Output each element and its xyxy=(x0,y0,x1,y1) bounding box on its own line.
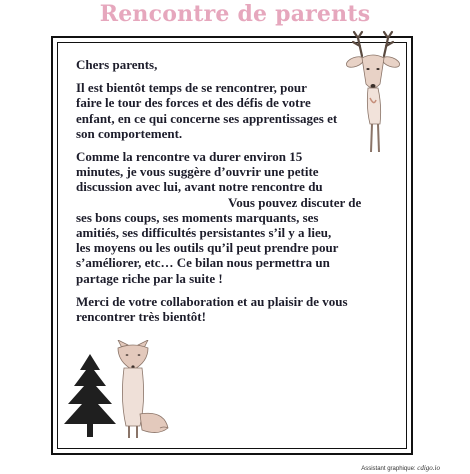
letter-line: son comportement. xyxy=(76,125,183,141)
credit-text: Assistant graphique: xyxy=(361,466,416,472)
letter-line: enfant, en ce qui concerne ses apprentissages et xyxy=(76,110,338,126)
letter-line: les moyens ou les outils qu’il peut prendre pour xyxy=(76,240,339,256)
letter-line: Merci de votre collaboration et au plaisir de vous xyxy=(76,293,348,309)
credit-brand: cdigo.io xyxy=(417,464,440,472)
letter-line: minutes, je vous suggère d’ouvrir une petite xyxy=(76,164,319,180)
letter-line: s’améliorer, etc… Ce bilan nous permettra un xyxy=(76,255,330,271)
letter-line: amitiés, ses difficultés persistantes s’il y a lieu, xyxy=(76,225,332,241)
letter-line: Il est bientôt temps de se rencontrer, pour xyxy=(76,80,307,96)
letter-line: partage riche par la suite ! xyxy=(76,270,223,286)
letter-line: Vous pouvez discuter de xyxy=(228,194,362,210)
letter-line: ses bons coups, ses moments marquants, ses xyxy=(76,209,319,225)
paragraph-2 xyxy=(76,149,392,286)
letter-line: discussion avec lui, avant notre rencontre du xyxy=(76,179,323,195)
letter-line: faire le tour des forces et des défis de votre xyxy=(76,95,311,111)
fox-icon xyxy=(108,340,172,440)
letter-line: rencontrer très bientôt! xyxy=(76,309,206,325)
paragraph-3 xyxy=(76,294,392,324)
greeting: Chers parents, xyxy=(76,57,158,72)
credit-line xyxy=(361,464,440,472)
letter-line: Comme la rencontre va durer environ 15 xyxy=(76,149,303,165)
deer-icon xyxy=(340,28,412,158)
page-title: Rencontre de parents xyxy=(99,1,371,27)
